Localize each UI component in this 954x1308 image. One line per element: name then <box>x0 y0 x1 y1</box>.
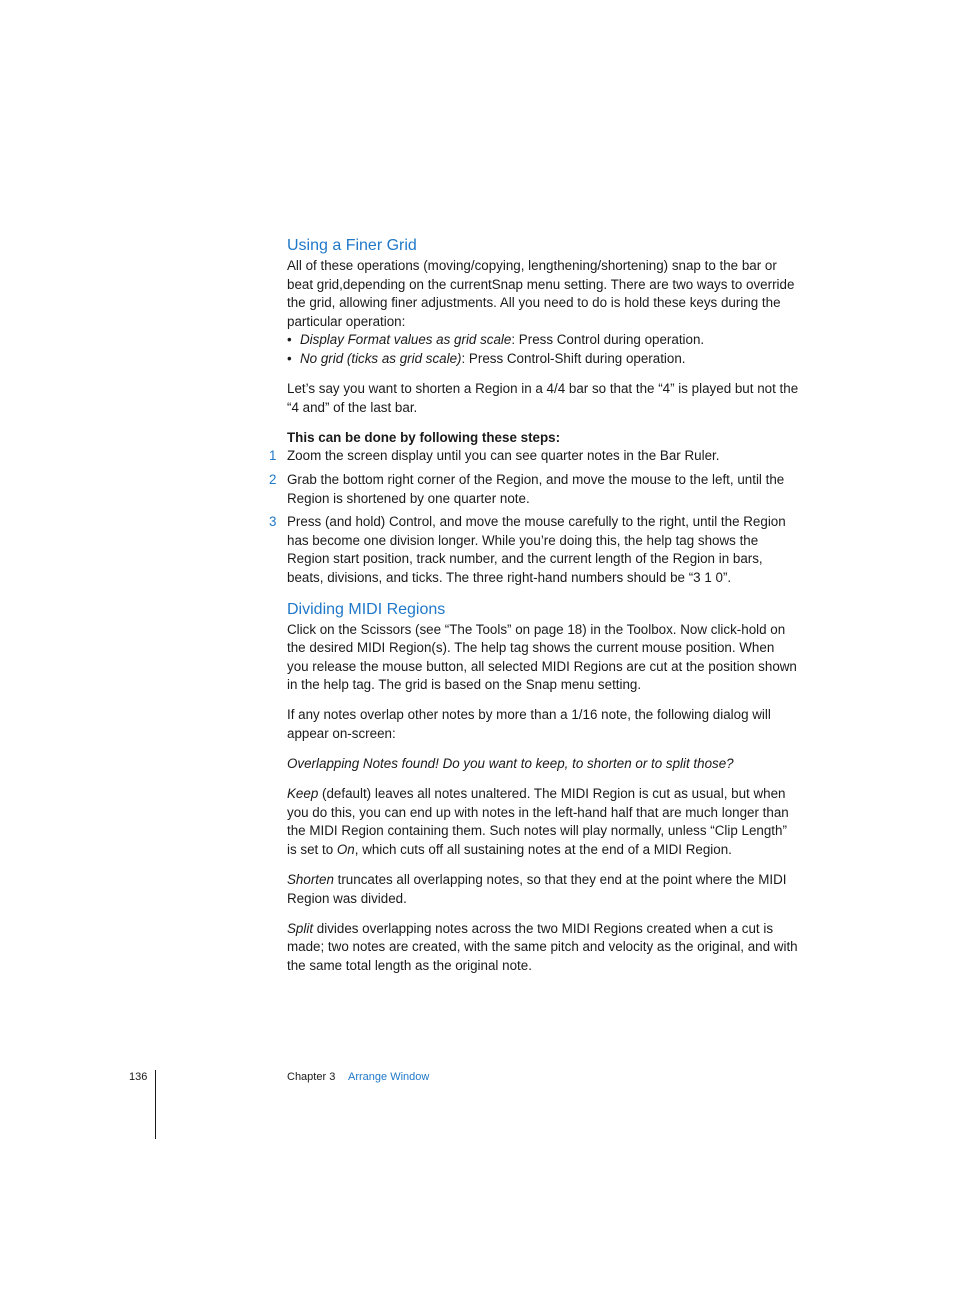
grid-options-list <box>287 331 799 368</box>
step-item <box>269 447 799 466</box>
shorten-term: Shorten <box>287 872 334 888</box>
split-text: divides overlapping notes across the two MIDI Regions created when a cut is made; two notes are created, with the same pitch and velocity as the original, and with the same total length as the original note. <box>287 920 798 973</box>
page-number: 136 <box>129 1071 148 1083</box>
step-text: Grab the bottom right corner of the Region, and move the mouse to the left, until the Region is shortened by one quarter note. <box>287 471 785 506</box>
section-heading-dividing-midi: Dividing MIDI Regions <box>287 600 446 618</box>
dividing-para-1: Click on the Scissors (see “The Tools” on page 18) in the Toolbox. Now click-hold on the desired MIDI Region(s). The help tag shows the current mouse position. When you release the mouse button, all selected MIDI Regions are cut at the position shown in the help tag. The grid is based on the Snap menu setting. <box>287 621 797 693</box>
footer-divider <box>155 1070 156 1139</box>
keep-paragraph <box>287 785 799 859</box>
split-paragraph <box>287 920 799 976</box>
footer-chapter-title: Arrange Window <box>348 1071 430 1083</box>
section-heading-finer-grid: Using a Finer Grid <box>287 237 417 254</box>
dividing-para-2: If any notes overlap other notes by more than a 1/16 note, the following dialog will appear on-screen: <box>287 707 771 741</box>
grid-option-text: : Press Control-Shift during operation. <box>461 350 686 366</box>
step-number: 1 <box>269 448 277 464</box>
grid-option-item <box>287 331 799 350</box>
keep-on: On <box>336 841 355 857</box>
steps-heading: This can be done by following these steps: <box>287 429 561 445</box>
grid-option-term: No grid (ticks as grid scale) <box>300 350 462 366</box>
step-number: 2 <box>269 471 277 487</box>
steps-list <box>269 447 799 587</box>
shorten-paragraph <box>287 871 799 908</box>
footer-chapter: Chapter 3 <box>287 1071 336 1083</box>
page-content <box>269 236 799 987</box>
shorten-text: truncates all overlapping notes, so that they end at the point where the MIDI Region was divided. <box>287 872 787 906</box>
keep-text-a: (default) leaves all notes unaltered. The MIDI Region is cut as usual, but when you do this, you can end up with notes in the left-hand half that are much longer than the MIDI Region containing them. Such notes will play normally, unless “Clip Length” is set to <box>287 786 789 857</box>
grid-option-item <box>287 350 799 369</box>
step-item <box>269 513 799 587</box>
example-paragraph: Let’s say you want to shorten a Region in a 4/4 bar so that the “4” is played but not the “4 and” of the last bar. <box>287 381 799 415</box>
keep-term: Keep <box>287 786 319 802</box>
grid-option-term: Display Format values as grid scale <box>300 332 512 348</box>
step-item <box>269 471 799 508</box>
step-text: Zoom the screen display until you can see quarter notes in the Bar Ruler. <box>287 448 720 464</box>
dialog-text <box>287 755 799 774</box>
finer-grid-intro: All of these operations (moving/copying, lengthening/shortening) snap to the bar or beat grid,depending on the currentSnap menu setting. There are two ways to override the grid, allowing finer adjustments. All you need to do is hold these keys during the particular operation: <box>287 258 795 329</box>
dialog-message: Overlapping Notes found! Do you want to keep, to shorten or to split those? <box>287 756 734 772</box>
step-number: 3 <box>269 514 277 530</box>
grid-option-text: : Press Control during operation. <box>511 332 705 348</box>
step-text: Press (and hold) Control, and move the mouse carefully to the right, until the Region has become one division longer. While you’re doing this, the help tag shows the Region start position, track number, and the current length of the Region in bars, beats, divisions, and ticks. The three right-hand numbers should be “3 1 0”. <box>287 514 786 585</box>
keep-text-b: , which cuts off all sustaining notes at the end of a MIDI Region. <box>354 841 732 857</box>
split-term: Split <box>287 920 314 936</box>
